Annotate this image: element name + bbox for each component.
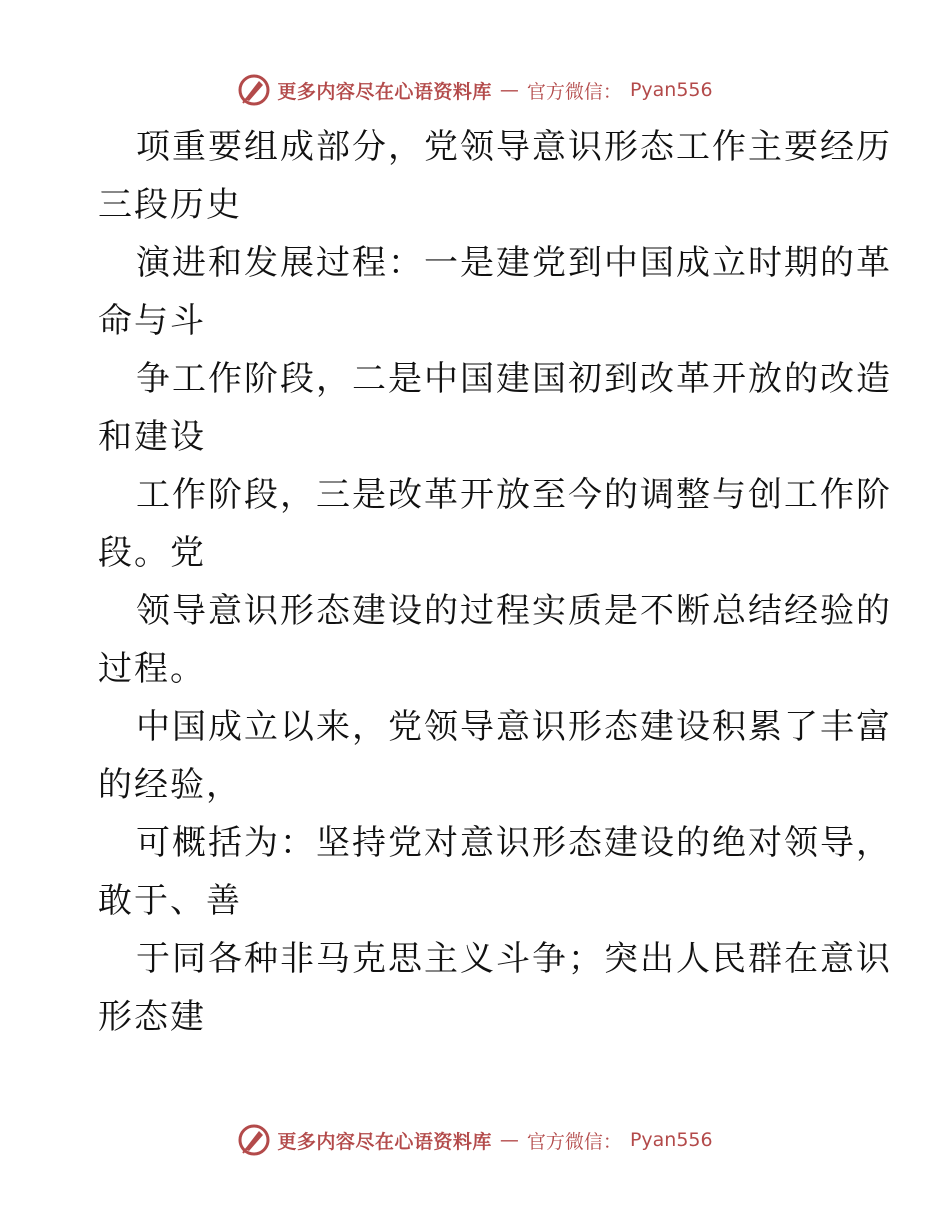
quill-pen-logo-icon [237, 1123, 271, 1157]
paragraph-line: 演进和发展过程：一是建党到中国成立时期的革 [136, 243, 892, 283]
paragraph-line: 的经验， [98, 765, 242, 805]
watermark-official-label: 官方微信： [526, 80, 622, 103]
paragraph [98, 582, 892, 698]
quill-pen-logo-icon [237, 73, 271, 107]
paragraph-line: 三段历史 [98, 185, 242, 225]
paragraph [98, 814, 892, 930]
watermark-official-label: 官方微信： [526, 1130, 622, 1153]
paragraph-line: 争工作阶段，二是中国建国初到改革开放的改造 [136, 359, 892, 399]
footer-watermark [0, 1118, 950, 1162]
paragraph-line: 形态建 [98, 997, 206, 1037]
watermark-separator: — [499, 79, 519, 101]
document-body [98, 118, 892, 1046]
paragraph-line: 命与斗 [98, 301, 206, 341]
watermark-account-id: Pyan556 [629, 1129, 713, 1151]
paragraph [98, 698, 892, 814]
paragraph [98, 466, 892, 582]
paragraph-line: 可概括为：坚持党对意识形态建设的绝对领导， [136, 823, 892, 863]
watermark-brand: 更多内容尽在心语资料库 [277, 1130, 492, 1153]
paragraph-line: 段。党 [98, 533, 206, 573]
paragraph-line: 敢于、善 [98, 881, 242, 921]
paragraph-line: 于同各种非马克思主义斗争；突出人民群在意识 [136, 939, 892, 979]
paragraph [98, 350, 892, 466]
paragraph-line: 和建设 [98, 417, 206, 457]
header-watermark [0, 68, 950, 112]
paragraph-line: 项重要组成部分，党领导意识形态工作主要经历 [136, 127, 892, 167]
paragraph [98, 118, 892, 234]
paragraph-line: 过程。 [98, 649, 206, 689]
paragraph-line: 工作阶段，三是改革开放至今的调整与创工作阶 [136, 475, 892, 515]
watermark-brand: 更多内容尽在心语资料库 [277, 80, 492, 103]
paragraph-line: 领导意识形态建设的过程实质是不断总结经验的 [136, 591, 892, 631]
watermark-separator: — [499, 1129, 519, 1151]
paragraph-line: 中国成立以来，党领导意识形态建设积累了丰富 [136, 707, 892, 747]
watermark-account-id: Pyan556 [629, 79, 713, 101]
paragraph [98, 234, 892, 350]
paragraph [98, 930, 892, 1046]
